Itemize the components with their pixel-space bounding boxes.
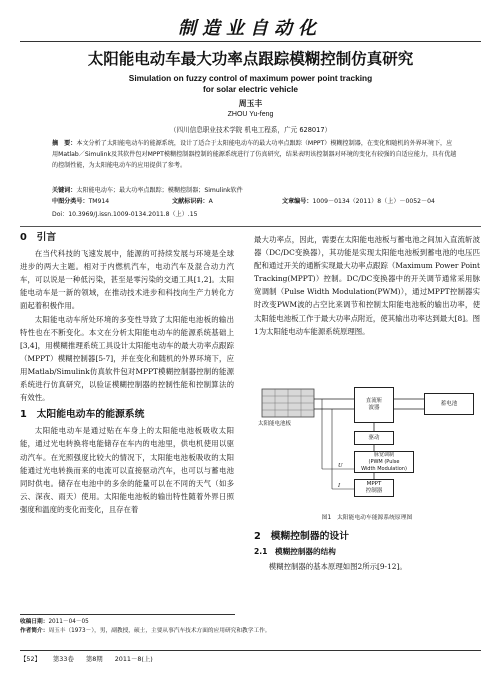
doc-code-value: A xyxy=(208,198,213,205)
footnotes xyxy=(20,618,480,636)
abstract-label: 摘 要： xyxy=(52,140,77,147)
page-number: 【52】 xyxy=(20,655,41,663)
issue: 第8期 xyxy=(85,655,103,663)
clc-field xyxy=(52,196,109,205)
doi: Doi：10.3969/J.issn.1009-0134.2011.8（上）.15 xyxy=(52,211,198,218)
received-label: 收稿日期： xyxy=(20,619,49,625)
dcdc-label: 直流斩 波器 xyxy=(365,398,383,411)
page-bottom-rule xyxy=(20,650,481,651)
title-en-line1: Simulation on fuzzy control of maximum power point tracking xyxy=(128,73,373,83)
section-1-para-1: 太阳能电动车是通过贴在车身上的太阳能电池板吸收太阳能，通过光电转换将电能储存在车内的电池里，供电机使用以驱动汽车。在光照强度比较大的情况下，太阳能电池板吸收的太阳能通过光电转换而来的电流可以直接驱动汽车，也可以与蓄电池同时供电。储存在电池中的多余的能量可以在不同的天气（如多云、深夜、雨天）使用。太阳能电池板的输出特性随着外界日照强度和温度的变化而变化，且存在着 xyxy=(20,426,234,514)
article-no-label: 文章编号： xyxy=(282,198,313,205)
author-en: ZHOU Yu-feng xyxy=(227,111,274,118)
pwm-box xyxy=(354,451,414,473)
keywords-label: 关键词： xyxy=(52,187,77,194)
current-label: I xyxy=(338,483,341,489)
drive-label: 驱动 xyxy=(368,434,380,441)
title-en-line2: for solar electric vehicle xyxy=(202,84,298,94)
article-no-field xyxy=(282,196,435,205)
mppt-controller-box xyxy=(354,479,394,497)
left-column xyxy=(20,231,234,516)
author-bio-text: 周玉丰（1973－），男，副教授，硕士，主要从事汽车技术方面的应用研究和教学工作。 xyxy=(48,628,271,634)
author-bio-label: 作者简介： xyxy=(20,628,49,634)
author-bio xyxy=(20,627,480,636)
figure-1-caption: 图1 太阳能电动车能源系统原理图 xyxy=(321,515,413,521)
dcdc-converter-box xyxy=(354,387,394,423)
article-title-en xyxy=(40,73,461,95)
panel-label: 太阳能电池板 xyxy=(258,421,292,427)
right-column-lower xyxy=(254,530,480,573)
doc-code-label: 文献标识码： xyxy=(172,198,209,205)
abstract-text: 本文分析了太阳能电动车的能源系统，设计了适合于太阳能电动车的最大功率点跟踪（MPPT）模糊控制器，在变化和随机的外界环境下，应用Matlab／Simulink及其软件包对MPPT模糊控制器控制的能源系统进行了仿真研究，结果表明该控制器对环境的变化有较强的自适应能力，具有优越的控制性能，为太阳能电动车的应用提供了参考。 xyxy=(52,140,457,169)
article-title-cn: 太阳能电动车最大功率点跟踪模糊控制仿真研究 xyxy=(87,50,414,68)
section-1-title: 1 太阳能电动车的能源系统 xyxy=(20,409,145,421)
affiliation: （四川信息职业技术学院 机电工程系，广元 628017） xyxy=(169,126,332,134)
doc-code-field xyxy=(172,196,213,205)
keywords-line xyxy=(52,185,243,194)
received-value: 2011－04－05 xyxy=(48,619,89,625)
figure-1 xyxy=(258,385,482,510)
abstract xyxy=(52,138,457,171)
magazine-logo: 制造业自动化 xyxy=(178,18,322,39)
mppt-label: MPPT 控制器 xyxy=(365,481,383,494)
issue-date: 2011－8(上) xyxy=(114,655,153,663)
section-0-title: 0 引言 xyxy=(20,232,57,243)
clc-value: TM914 xyxy=(88,198,110,205)
footnote-rule xyxy=(20,614,235,615)
voltage-label: U xyxy=(338,463,343,469)
pwm-label: 脉宽调制 (PWM (Pulse Width Modulation) xyxy=(361,451,407,472)
right-para-1: 最大功率点，因此，需要在太阳能电池板与蓄电池之间加入直流斩波器（DC/DC变换器），其功能是实现太阳能电池板到蓄电池的电压匹配和通过开关的通断实现最大功率点跟踪（Maximum Power Point Tracking(MPPT)）控制。DC/DC变换器中的开关调节通常采用脉宽调制（Pulse Width Modulation(PWM)），通过MPPT控制器实时改变PWM波的占空比来调节和控制太阳能电池板的输出功率，使太阳能电池板工作于最大功率点附近，使其输出功率达到最大[8]。图1为太阳能电动车能源系统原理图。 xyxy=(254,235,480,336)
page-footer xyxy=(20,654,165,663)
clc-label: 中图分类号： xyxy=(52,198,89,205)
battery-label: 蓄电池 xyxy=(440,400,458,407)
section-0-para-2: 太阳能电动车所处环境的多变性导致了太阳能电池板的输出特性也在不断变化。本文在分析太阳能电动车的能源系统基础上[3,4]，用模糊推理系统工具设计太阳能电动车的最大功率点跟踪（MPPT）模糊控制器[5-7]，并在变化和随机的外界环境下，应用Matlab/Simulink仿真软件包对MPPT模糊控制器控制的能源系统进行仿真研究，以验证模糊控制器的控制性能和控制算法的有效性。 xyxy=(20,314,234,403)
battery-box xyxy=(424,393,474,415)
section-0-para-1: 在当代科技的飞速发展中，能源的可持续发展与环境是全球进步的两大主题。相对于内燃机汽车，电动汽车及混合动力汽车，可以说是一种低污染，甚至是零污染的交通工具[1,2]。太阳能电动车是一新的领域，在推动技术进步和科技向生产力转化方面起着积极作用。 xyxy=(20,249,234,311)
author-cn: 周玉丰 xyxy=(238,99,263,108)
drive-box xyxy=(354,431,394,445)
article-no-value: 1009－0134（2011）8（上）－0052－04 xyxy=(312,198,435,205)
header-rule xyxy=(20,41,481,42)
right-column xyxy=(254,233,480,338)
section-2-title: 2 模糊控制器的设计 xyxy=(254,531,349,542)
section-2-1-title: 2.1 模糊控制器的结构 xyxy=(254,547,336,557)
section-2-1-para-1: 模糊控制器的基本原理如图2所示[9-12]。 xyxy=(268,562,407,572)
volume: 第33卷 xyxy=(52,655,74,663)
abstract-rule xyxy=(20,226,481,227)
keywords: 太阳能电动车；最大功率点跟踪；模糊控制器；Simulink软件 xyxy=(76,187,243,194)
received-date xyxy=(20,618,480,627)
